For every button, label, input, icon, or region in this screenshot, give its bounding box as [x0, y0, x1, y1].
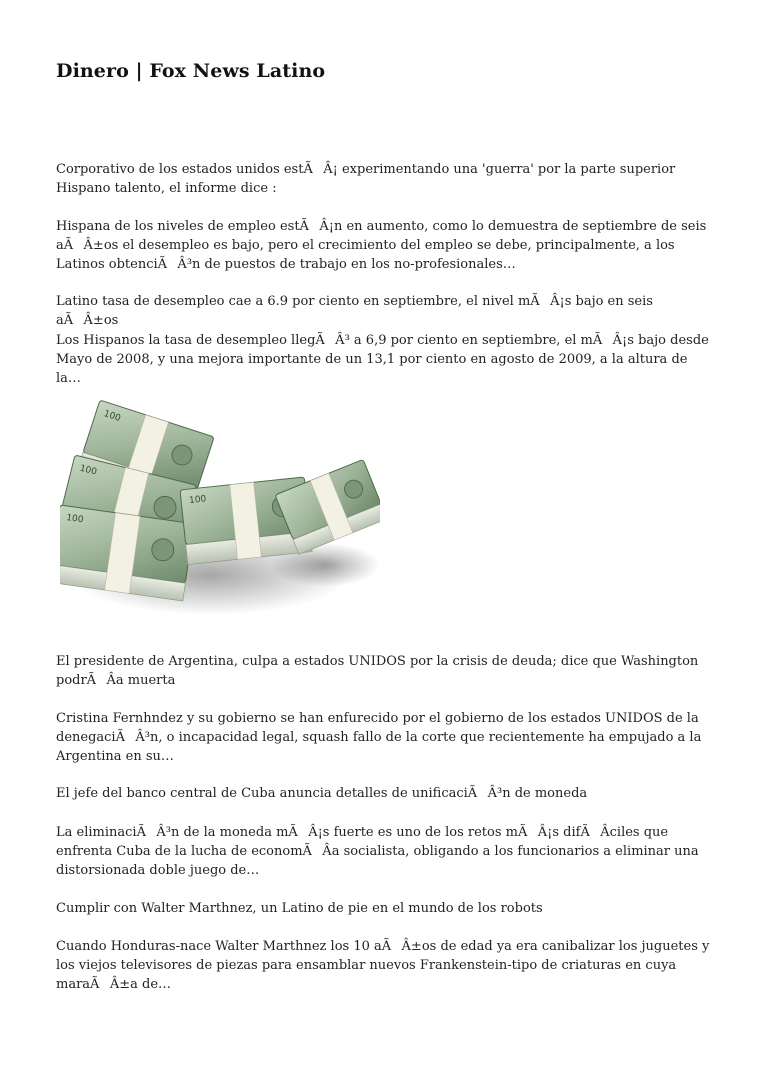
paragraph-intro: Corporativo de los estados unidos estÃÂ¡ experimentando una 'guerra' por la parte superior Hispano talento, el informe dice : — [56, 162, 676, 196]
paragraph-employment: Hispana de los niveles de empleo estÃÂ¡n en aumento, como lo demuestra de septiembre de seis aÃÂ±os el desempleo es bajo, pero el crecimiento del empleo se debe, principalmente, a los Latinos obtenciÃÂ³n de puestos de trabajo en los no-profesionales… — [56, 219, 707, 272]
paragraph-cuba: La eliminaciÃÂ³n de la moneda mÃÂ¡s fuerte es uno de los retos mÃÂ¡s difÃÂciles que enfrenta Cuba de la lucha de economÃÂa socialista, obligando a los funcionarios a eliminar una distorsionada doble juego de… — [56, 825, 699, 878]
svg-text:100: 100 — [188, 494, 207, 507]
headline-unemployment: Latino tasa de desempleo cae a 6.9 por ciento en septiembre, el nivel mÃÂ¡s bajo en seis aÃÂ±os — [56, 294, 653, 328]
headline-cuba: El jefe del banco central de Cuba anuncia detalles de unificaciÃÂ³n de moneda — [56, 786, 588, 801]
paragraph-argentina: Cristina Fernhndez y su gobierno se han enfurecido por el gobierno de los estados UNIDOS de la denegaciÃÂ³n, o incapacidad legal, squash fallo de la corte que recientemente ha empujado a la Argentina en su… — [56, 711, 702, 764]
paragraph-robots: Cuando Honduras-nace Walter Marthnez los 10 aÃÂ±os de edad ya era canibalizar los juguetes y los viejos televisores de piezas para ensamblar nuevos Frankenstein-tipo de criaturas en cuya maraÃÂ±a de… — [56, 939, 710, 992]
document-title: Dinero | Fox News Latino — [56, 60, 326, 82]
money-stacks-image — [60, 380, 380, 630]
svg-text:100: 100 — [78, 463, 98, 478]
headline-argentina: El presidente de Argentina, culpa a estados UNIDOS por la crisis de deuda; dice que Washington podrÃÂa muerta — [56, 654, 699, 688]
svg-text:100: 100 — [102, 409, 122, 424]
headline-robots: Cumplir con Walter Marthnez, un Latino de pie en el mundo de los robots — [56, 901, 543, 916]
paragraph-unemployment: Los Hispanos la tasa de desempleo llegÃÂ³ a 6,9 por ciento en septiembre, el mÃÂ¡s bajo desde Mayo de 2008, y una mejora importante de un 13,1 por ciento en agosto de 2009, a la altura de la… — [56, 333, 709, 386]
svg-text:100: 100 — [65, 513, 84, 526]
